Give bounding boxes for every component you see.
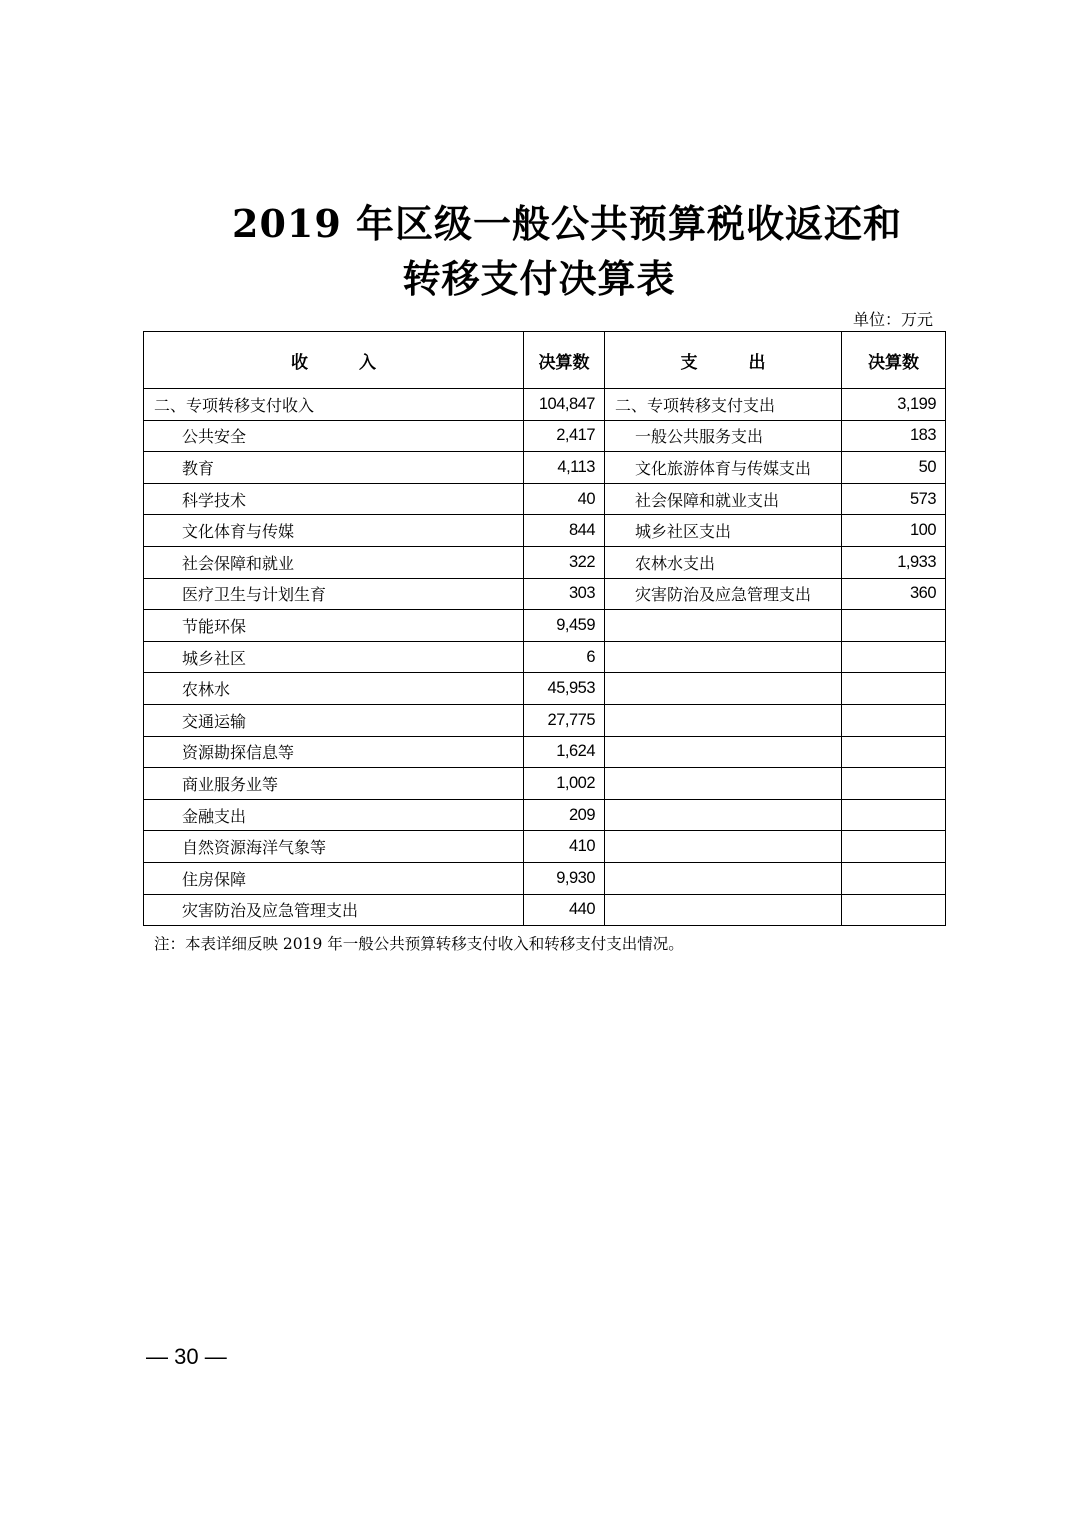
page-number: — 30 —	[146, 1344, 227, 1369]
income-item-label: 社会保障和就业	[144, 546, 524, 578]
table-body	[144, 389, 946, 926]
table-row	[144, 610, 946, 642]
income-item-label: 教育	[144, 452, 524, 484]
empty-cell	[605, 862, 842, 894]
expense-amount-header: 决算数	[842, 332, 946, 389]
table-row	[144, 799, 946, 831]
empty-cell	[605, 799, 842, 831]
empty-cell	[842, 862, 946, 894]
expense-item-label: 农林水支出	[605, 546, 842, 578]
table-row	[144, 483, 946, 515]
income-item-label: 文化体育与传媒	[144, 515, 524, 547]
empty-cell	[605, 831, 842, 863]
income-item-label: 公共安全	[144, 420, 524, 452]
empty-cell	[605, 768, 842, 800]
table-header-row	[144, 332, 946, 389]
table-row	[144, 768, 946, 800]
income-item-label: 节能环保	[144, 610, 524, 642]
expense-item-label: 一般公共服务支出	[605, 420, 842, 452]
empty-cell	[605, 704, 842, 736]
income-item-value: 6	[524, 641, 605, 673]
empty-cell	[842, 768, 946, 800]
empty-cell	[842, 831, 946, 863]
table-row	[144, 452, 946, 484]
income-item-label: 商业服务业等	[144, 768, 524, 800]
table-row	[144, 673, 946, 705]
expense-item-label: 灾害防治及应急管理支出	[605, 578, 842, 610]
income-amount-header: 决算数	[524, 332, 605, 389]
expense-item-label: 文化旅游体育与传媒支出	[605, 452, 842, 484]
income-item-label: 城乡社区	[144, 641, 524, 673]
income-item-value: 27,775	[524, 704, 605, 736]
income-item-label: 住房保障	[144, 862, 524, 894]
expense-item-value: 183	[842, 420, 946, 452]
income-item-value: 410	[524, 831, 605, 863]
income-total-label: 二、专项转移支付收入	[144, 389, 524, 421]
table-row	[144, 546, 946, 578]
income-item-label: 医疗卫生与计划生育	[144, 578, 524, 610]
page-title-line-1: 2019 年区级一般公共预算税收返还和	[232, 201, 902, 246]
empty-cell	[842, 799, 946, 831]
income-item-value: 322	[524, 546, 605, 578]
table-row	[144, 704, 946, 736]
table-row	[144, 641, 946, 673]
empty-cell	[842, 673, 946, 705]
income-item-value: 9,930	[524, 862, 605, 894]
table-row	[144, 831, 946, 863]
income-item-value: 1,002	[524, 768, 605, 800]
income-item-value: 209	[524, 799, 605, 831]
expense-item-value: 50	[842, 452, 946, 484]
income-item-label: 灾害防治及应急管理支出	[144, 894, 524, 926]
page-title-line-2: 转移支付决算表	[402, 256, 676, 301]
budget-table	[143, 331, 946, 926]
income-item-value: 2,417	[524, 420, 605, 452]
income-item-label: 资源勘探信息等	[144, 736, 524, 768]
empty-cell	[605, 894, 842, 926]
income-item-value: 45,953	[524, 673, 605, 705]
table-row	[144, 578, 946, 610]
table-row	[144, 515, 946, 547]
expense-total-label: 二、专项转移支付支出	[605, 389, 842, 421]
empty-cell	[605, 641, 842, 673]
expense-header: 支 出	[605, 332, 842, 389]
expense-item-value: 1,933	[842, 546, 946, 578]
empty-cell	[605, 610, 842, 642]
income-item-label: 金融支出	[144, 799, 524, 831]
table-row	[144, 420, 946, 452]
table-row	[144, 862, 946, 894]
income-item-value: 440	[524, 894, 605, 926]
income-item-label: 交通运输	[144, 704, 524, 736]
income-header: 收 入	[144, 332, 524, 389]
table-row	[144, 736, 946, 768]
empty-cell	[842, 610, 946, 642]
table-note: 注：本表详细反映 2019 年一般公共预算转移支付收入和转移支付支出情况。	[154, 935, 684, 953]
expense-item-value: 100	[842, 515, 946, 547]
income-item-value: 303	[524, 578, 605, 610]
expense-total-value: 3,199	[842, 389, 946, 421]
table-row-total	[144, 389, 946, 421]
income-item-label: 科学技术	[144, 483, 524, 515]
expense-item-value: 360	[842, 578, 946, 610]
empty-cell	[842, 704, 946, 736]
empty-cell	[605, 736, 842, 768]
income-item-label: 农林水	[144, 673, 524, 705]
table-row	[144, 894, 946, 926]
empty-cell	[842, 736, 946, 768]
income-item-label: 自然资源海洋气象等	[144, 831, 524, 863]
empty-cell	[605, 673, 842, 705]
income-item-value: 844	[524, 515, 605, 547]
income-item-value: 4,113	[524, 452, 605, 484]
expense-item-label: 城乡社区支出	[605, 515, 842, 547]
income-total-value: 104,847	[524, 389, 605, 421]
empty-cell	[842, 641, 946, 673]
income-item-value: 1,624	[524, 736, 605, 768]
empty-cell	[842, 894, 946, 926]
unit-label: 单位：万元	[852, 310, 933, 329]
expense-item-label: 社会保障和就业支出	[605, 483, 842, 515]
income-item-value: 40	[524, 483, 605, 515]
income-item-value: 9,459	[524, 610, 605, 642]
expense-item-value: 573	[842, 483, 946, 515]
